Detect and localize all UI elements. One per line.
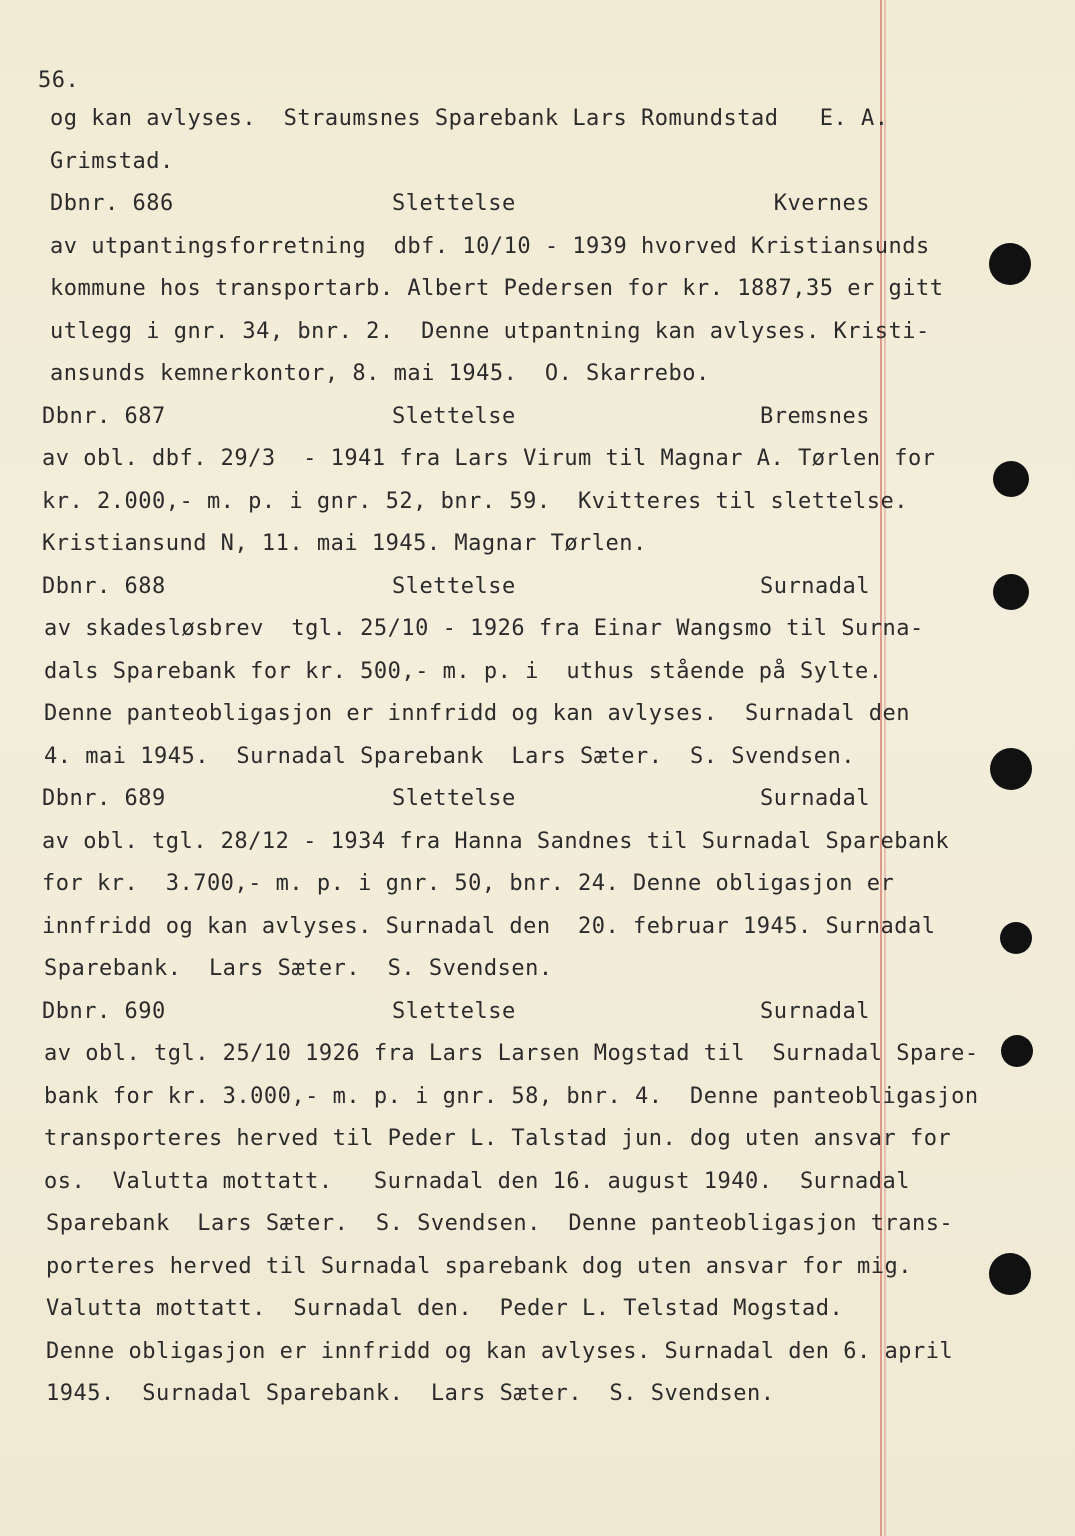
text-line-content: av obl. tgl. 28/12 - 1934 fra Hanna Sandnes til Surnadal Sparebank — [42, 828, 950, 854]
punch-hole-3 — [993, 574, 1029, 610]
punch-hole-2 — [993, 461, 1029, 497]
red-margin-line — [880, 0, 882, 1536]
dbnr-label: Dbnr. 686 — [50, 191, 174, 216]
text-line-content: Kristiansund N, 11. mai 1945. Magnar Tørlen. — [42, 531, 647, 556]
entry-place: Surnadal — [760, 998, 870, 1024]
dbnr-label: Dbnr. 690 — [42, 998, 166, 1024]
text-line-content: innfridd og kan avlyses. Surnadal den 20. februar 1945. Surnadal — [42, 913, 936, 939]
punch-hole-6 — [1001, 1035, 1033, 1067]
dbnr-label: Dbnr. 688 — [42, 573, 166, 599]
page-number: 56. — [38, 68, 80, 93]
punch-hole-4 — [990, 748, 1032, 790]
punch-hole-7 — [989, 1253, 1031, 1295]
red-margin-line-2 — [884, 0, 886, 1536]
text-line-content: og kan avlyses. Straumsnes Sparebank Lars Romundstad E. A. — [50, 106, 889, 131]
punch-hole-5 — [1000, 922, 1032, 954]
entry-place: Surnadal — [760, 786, 870, 811]
dbnr-label: Dbnr. 689 — [42, 786, 166, 811]
entry-title: Slettelse — [392, 998, 516, 1024]
entry-place: Surnadal — [760, 573, 870, 599]
entry-title: Slettelse — [392, 191, 516, 216]
text-line-content: os. Valutta mottatt. Surnadal den 16. august 1940. Surnadal — [44, 1168, 910, 1194]
text-line-content: Grimstad. — [50, 148, 174, 174]
text-line-content: Valutta mottatt. Surnadal den. Peder L. Telstad Mogstad. — [46, 1296, 844, 1321]
punch-hole-1 — [989, 243, 1031, 285]
text-line-content: bank for kr. 3.000,- m. p. i gnr. 58, bnr. 4. Denne panteobligasjon — [44, 1083, 979, 1109]
text-line-content: ansunds kemnerkontor, 8. mai 1945. O. Skarrebo. — [50, 361, 710, 386]
entry-place: Kvernes — [773, 191, 870, 216]
text-line-content: for kr. 3.700,- m. p. i gnr. 50, bnr. 24. Denne obligasjon er — [42, 871, 895, 896]
text-line-content: 4. mai 1945. Surnadal Sparebank Lars Sæter. S. Svendsen. — [44, 743, 855, 769]
text-line-content: av obl. tgl. 25/10 1926 fra Lars Larsen Mogstad til Surnadal Spare- — [44, 1041, 979, 1066]
dbnr-label: Dbnr. 687 — [42, 403, 166, 429]
text-line-content: Denne obligasjon er innfridd og kan avlyses. Surnadal den 6. april — [46, 1338, 954, 1364]
entry-title: Slettelse — [392, 573, 516, 599]
text-line-content: av skadesløsbrev tgl. 25/10 - 1926 fra Einar Wangsmo til Surna- — [44, 616, 924, 641]
text-line-content: porteres herved til Surnadal sparebank dog uten ansvar for mig. — [46, 1253, 912, 1279]
text-line-content: dals Sparebank for kr. 500,- m. p. i uthus stående på Sylte. — [44, 658, 883, 684]
text-line-content: utlegg i gnr. 34, bnr. 2. Denne utpantning kan avlyses. Kristi- — [50, 318, 930, 344]
entry-title: Slettelse — [392, 786, 516, 811]
text-line-content: transporteres herved til Peder L. Talstad jun. dog uten ansvar for — [44, 1126, 952, 1151]
text-line-content: 1945. Surnadal Sparebank. Lars Sæter. S. Svendsen. — [46, 1381, 775, 1406]
text-line-content: Denne panteobligasjon er innfridd og kan avlyses. Surnadal den — [44, 701, 910, 726]
text-line-content: Sparebank Lars Sæter. S. Svendsen. Denne panteobligasjon trans- — [46, 1211, 954, 1236]
entry-place: Bremsnes — [760, 403, 870, 429]
entry-title: Slettelse — [392, 403, 516, 429]
text-line-content: Sparebank. Lars Sæter. S. Svendsen. — [44, 956, 553, 981]
text-line-content: kommune hos transportarb. Albert Pedersen for kr. 1887,35 er gitt — [50, 276, 944, 301]
text-line-content: av obl. dbf. 29/3 - 1941 fra Lars Virum til Magnar A. Tørlen for — [42, 446, 936, 471]
text-line-content: av utpantingsforretning dbf. 10/10 - 1939 hvorved Kristiansunds — [50, 233, 930, 259]
text-line-content: kr. 2.000,- m. p. i gnr. 52, bnr. 59. Kvitteres til slettelse. — [42, 488, 908, 514]
